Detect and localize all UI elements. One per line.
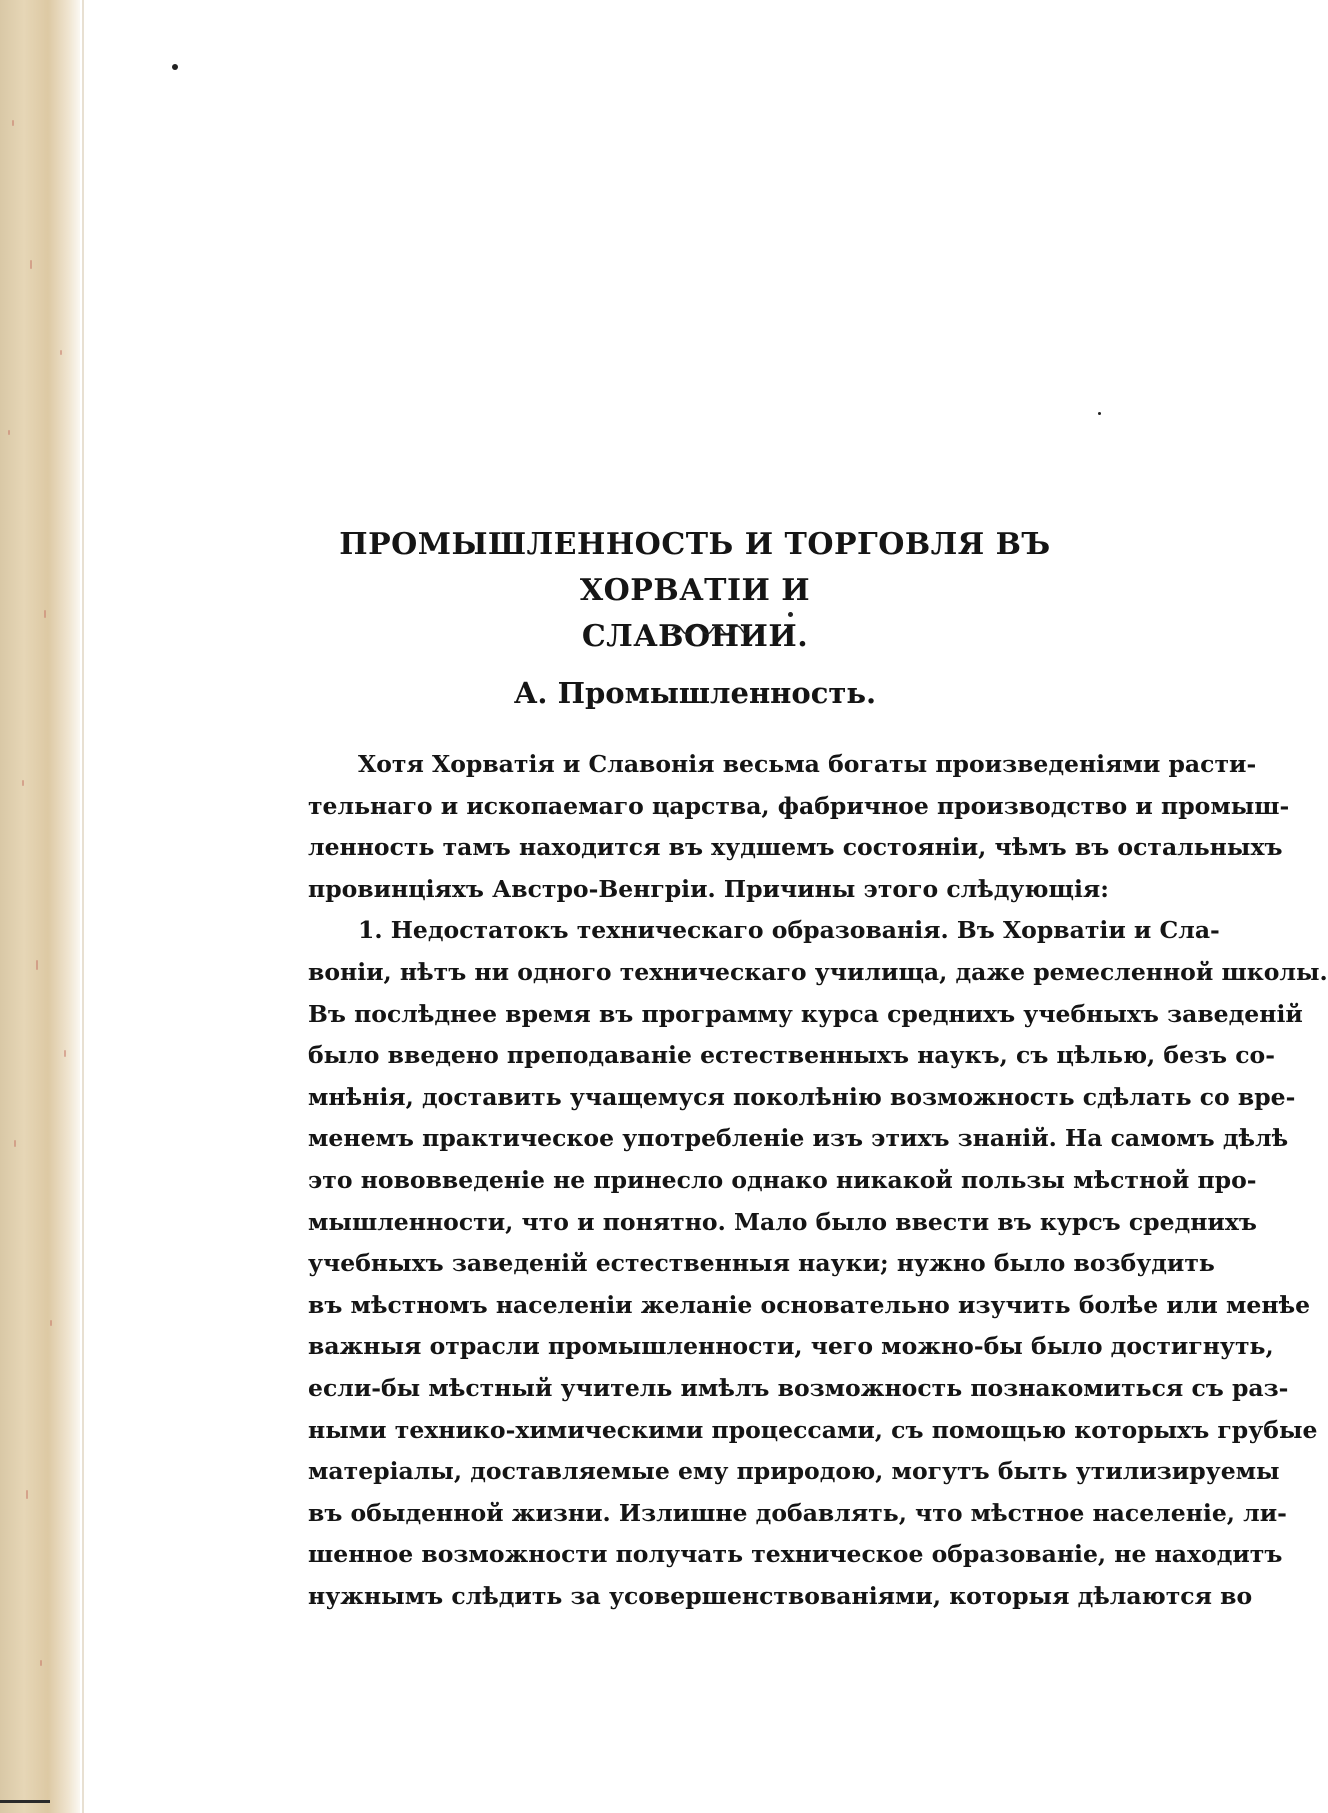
paragraph-2-line: это нововведеніе не принесло однако никакой пользы мѣстной про- [308,1165,1257,1194]
paragraph-1-line: провинціяхъ Австро-Венгріи. Причины этого слѣдующія: [308,874,1109,903]
tilde-ornament-icon [670,618,750,638]
paragraph-2-line: 1. Недостатокъ техническаго образованія. Въ Хорватіи и Сла- [358,916,1220,945]
paragraph-2-line: учебныхъ заведеній естественныя науки; нужно было возбудить [308,1249,1215,1278]
paragraph-1-line: ленность тамъ находится въ худшемъ состояніи, чѣмъ въ остальныхъ [308,833,1283,862]
paragraph-2-line: мнѣнія, доставить учащемуся поколѣнію возможность сдѣлать со вре- [308,1082,1296,1111]
page-edge-line [82,0,84,1813]
page-title [300,522,1090,660]
paragraph-2-line: ными технико-химическими процессами, съ помощью которыхъ грубые [308,1415,1318,1444]
paragraph-1-line: тельнаго и ископаемаго царства, фабричное производство и промыш- [308,791,1290,820]
paragraph-2-line: нужнымъ слѣдить за усовершенствованіями, которыя дѣлаются во [308,1581,1253,1610]
stray-mark [172,64,178,70]
paragraph-2-line: матеріалы, доставляемые ему природою, могутъ быть утилизируемы [308,1457,1280,1486]
book-spine-edge [0,0,80,1813]
paragraph-2-line: воніи, нѣтъ ни одного техническаго училища, даже ремесленной школы. [308,957,1328,986]
bottom-edge-mark [0,1800,50,1803]
paragraph-2-line: Въ послѣднее время въ программу курса среднихъ учебныхъ заведеній [308,999,1303,1028]
body-text [308,744,1328,1617]
paragraph-1-line: Хотя Хорватія и Славонія весьма богаты произведеніями расти- [358,750,1257,778]
paragraph-2-line: менемъ практическое употребленіе изъ этихъ знаній. На самомъ дѣлѣ [308,1124,1289,1153]
paragraph-2-line: въ обыденной жизни. Излишне добавлять, что мѣстное населеніе, ли- [308,1498,1287,1527]
paragraph-2-line: въ мѣстномъ населеніи желаніе основательно изучить болѣе или менѣе [308,1290,1311,1319]
stray-mark [1098,412,1101,415]
paragraph-2-line: важныя отрасли промышленности, чего можно-бы было достигнуть, [308,1332,1274,1361]
paragraph-2-line: было введено преподаваніе естественныхъ наукъ, съ цѣлью, безъ со- [308,1041,1275,1070]
paragraph-2-line: если-бы мѣстный учитель имѣлъ возможность познакомиться съ раз- [308,1373,1289,1402]
title-line-2: СЛАВОНИИ. [581,619,809,654]
paragraph-2-line: мышленности, что и понятно. Мало было ввести въ курсъ среднихъ [308,1207,1257,1236]
paragraph-2-line: шенное возможности получать техническое образованіе, не находитъ [308,1540,1283,1569]
title-line-1: ПРОМЫШЛЕННОСТЬ И ТОРГОВЛЯ ВЪ ХОРВАТІИ И [339,527,1051,608]
section-heading: А. Промышленность. [513,676,877,710]
